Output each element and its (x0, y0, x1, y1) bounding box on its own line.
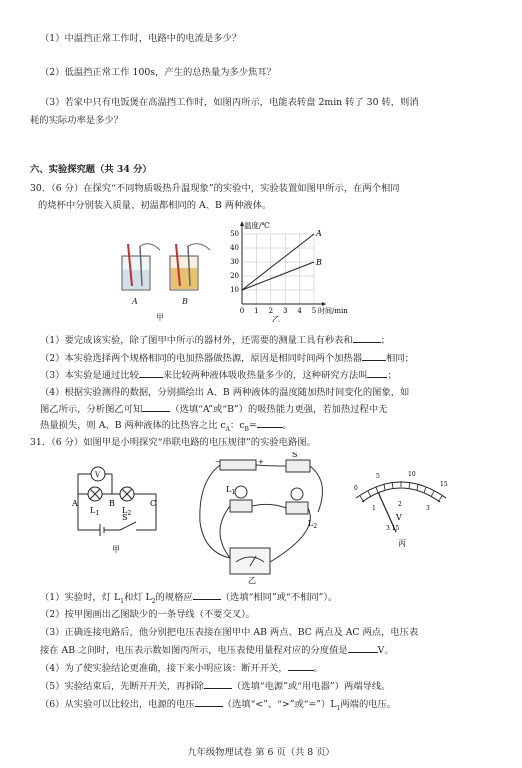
figure-yi-caption: 乙 (272, 315, 280, 322)
graph-x-tick: 2 (268, 307, 274, 315)
q30-sub4-line1: （4）根据实验测得的数据，分别描绘出 A、B 两种液体的温度随加热时间变化的图象，如 (40, 387, 410, 398)
q30-sub2-end: 相同； (386, 353, 414, 364)
answer-blank (257, 418, 283, 428)
q31-sub3-line2 (40, 643, 394, 657)
subscript-a: A (225, 425, 231, 433)
lamp-l1-label: $L_1$ (90, 506, 100, 517)
q31-sub5 (40, 679, 390, 693)
q30-sub1-text: （1）要完成该实验，除了图甲中所示的器材外，还需要的测量工具有秒表和 (40, 335, 353, 346)
answer-blank (193, 590, 221, 600)
point-b-label: B (109, 499, 115, 508)
graph-y-tick: 20 (230, 272, 239, 280)
wiring-switch-label: S (292, 452, 298, 459)
dial-tick-0: 0 (354, 485, 358, 492)
q30-sub3 (40, 368, 397, 382)
graph-y-tick: 10 (230, 286, 239, 294)
q31-sub3-text: 接在 AB 之间时，电压表示数如图丙所示，电压表使用量程对应的分度值是 (40, 645, 348, 656)
q30-sub4-text-d: ：c (230, 420, 245, 431)
graph-line-b-label: B (316, 258, 322, 267)
q31-sub1-text-d: （选填“相同”或“不相同”）。 (220, 592, 338, 603)
figure-beakers (110, 242, 220, 322)
answer-blank (353, 333, 381, 343)
voltmeter-dial (346, 462, 456, 552)
circuit-diagram (70, 460, 170, 556)
prev-question-3-line1: （3）若家中只有电饭煲在高温挡工作时，如图丙所示，电能表转盘 2min 转了 30 转，则消 (40, 97, 419, 108)
q31-sub4 (40, 661, 323, 675)
wiring-l2-label: $L_2$ (308, 519, 318, 530)
dial-v-label: V (396, 513, 402, 522)
beaker-a-label: A (132, 297, 138, 306)
wiring-diagram (190, 452, 340, 584)
answer-blank (204, 679, 232, 689)
graph-x-tick: 1 (254, 307, 259, 315)
graph-x-label: 时间/min (318, 307, 348, 315)
dial-tick-15: 15 (440, 481, 448, 488)
q30-sub2 (40, 351, 414, 365)
page-footer: 九年级物理试卷 第 6 页（共 8 页） (187, 747, 335, 758)
svg-text:+: + (258, 458, 264, 466)
answer-blank (142, 402, 170, 412)
q30-sub3-text-a: （3）本实验是通过比较 (40, 370, 139, 381)
graph-grid (242, 234, 314, 304)
answer-blank (367, 368, 387, 378)
q30-sub2-text: （2）本实验选择两个规格相同的电加热器做热源，原因是相同时间两个加热器 (40, 353, 363, 364)
q30-sub4-line2 (40, 402, 387, 416)
beaker-b-label: B (182, 297, 188, 306)
lamp-l2-label: $L_2$ (122, 506, 132, 517)
q30-sub4-text-b: （选填“A”或“B”）的吸热能力更强，若加热过程中无 (170, 404, 388, 415)
graph-y-tick: 30 (230, 258, 239, 266)
answer-blank (288, 661, 314, 671)
subscript-2: 2 (151, 597, 156, 605)
q31-sub6-text-c: 两端的电压。 (340, 699, 397, 710)
q30-intro-line2: 的烧杯中分别装入质量、初温都相同的 A、B 两种液体。 (38, 200, 272, 211)
q31-sub4-end: 。 (313, 663, 323, 674)
section-heading: 六、实验探究题（共 34 分） (30, 164, 152, 175)
prev-question-1: （1）中温挡正常工作时，电路中的电流是多少？ (40, 33, 242, 44)
dial-tick-10: 10 (408, 471, 416, 478)
q31-intro: 31．（6 分）如图甲是小明探究“串联电路的电压规律”的实验电路图。 (30, 437, 316, 448)
q31-sub3-line1: （3）正确连接电路后，他分别把电压表接在图甲中 AB 两点、BC 两点及 AC 两点，电压表 (40, 627, 419, 638)
graph-x-tick: 5 (311, 307, 317, 315)
graph-y-label: 温度/℃ (244, 221, 270, 230)
point-c-label: C (150, 499, 157, 508)
switch-label: S (122, 513, 128, 522)
graph-x-tick: 0 (239, 307, 245, 315)
q30-sub4-text-c: 热量损失，则 A、B 两种液体的比热容之比 c (40, 420, 226, 431)
figure-jia-caption: 甲 (156, 313, 164, 322)
temperature-graph (222, 218, 352, 322)
svg-text:−: − (215, 458, 221, 466)
q30-sub3-text-b: 来比较两种液体吸收热量多少的，这种研究方法叫 (162, 370, 368, 381)
q31-sub1 (40, 590, 337, 608)
figure-jia-caption-2: 甲 (112, 545, 120, 554)
answer-blank (348, 643, 378, 653)
q31-sub1-text-c: 的规格应 (155, 592, 193, 603)
dial-tick-5: 5 (376, 473, 380, 480)
q31-sub4-text: （4）为了使实验结论更准确，接下来小明应该：断开开关， (40, 663, 288, 674)
figure-bing-caption: 丙 (398, 539, 406, 548)
answer-blank (195, 697, 223, 707)
point-a-label: A (72, 499, 78, 508)
answer-blank (362, 351, 386, 361)
q30-sub4-end: 。 (282, 420, 293, 431)
dial-tick-3: 3 (426, 505, 430, 512)
q30-sub1 (40, 333, 390, 347)
prev-question-2: （2）低温挡正常工作 100s，产生的总热量为多少焦耳？ (40, 67, 276, 78)
q31-sub6 (40, 697, 396, 715)
graph-y-tick: 40 (230, 244, 239, 252)
figure-yi-caption-2: 乙 (248, 576, 256, 584)
q31-sub3-end: V。 (377, 645, 394, 656)
prev-question-3-line2: 耗的实际功率是多少？ (30, 115, 123, 126)
dial-terminals: 3 15 (386, 525, 400, 532)
beaker-b (170, 244, 210, 290)
voltmeter-label: V (95, 471, 101, 479)
q31-sub1-text-b: 和灯 L (123, 592, 152, 603)
q31-sub6-text-b: （选填“<”、“>”或“=”）L (222, 699, 337, 710)
q30-sub1-end: ； (380, 335, 391, 346)
wiring-l1-label: $L_1$ (226, 485, 236, 496)
dial-ticks (360, 481, 442, 502)
graph-x-tick: 3 (282, 307, 288, 315)
beaker-a (122, 244, 160, 290)
q31-sub5-text-a: （5）实验结束后，先断开开关，再拆除 (40, 681, 204, 692)
graph-line-a-label: A (316, 229, 322, 238)
dial-tick-2: 2 (398, 501, 402, 508)
dial-tick-1: 1 (372, 505, 376, 512)
q31-sub1-text-a: （1）实验时，灯 L (40, 592, 121, 603)
q30-sub3-end: ； (387, 370, 397, 381)
subscript-1: 1 (336, 704, 341, 712)
subscript-b: B (244, 425, 249, 433)
q31-sub2: （2）按甲图画出乙图缺少的一条导线（不要交叉）。 (40, 609, 256, 620)
graph-x-tick: 4 (297, 307, 302, 315)
q30-sub4-eq: = (248, 420, 257, 431)
q30-sub4-line3 (40, 418, 292, 436)
answer-blank (139, 368, 163, 378)
q31-sub6-text-a: （6）从实验可以比较出，电源的电压 (40, 699, 195, 710)
q30-sub4-text-a: 图乙所示，分析图乙可知 (40, 404, 143, 415)
q31-sub5-text-b: （选填“电源”或“用电器”）两端导线。 (231, 681, 391, 692)
graph-y-tick: 50 (230, 230, 239, 238)
q30-intro-line1: 30．（6 分）在探究“不同物质吸热升温现象”的实验中，实验装置如图甲所示，在两个相同 (30, 183, 400, 194)
subscript-1: 1 (120, 597, 124, 605)
